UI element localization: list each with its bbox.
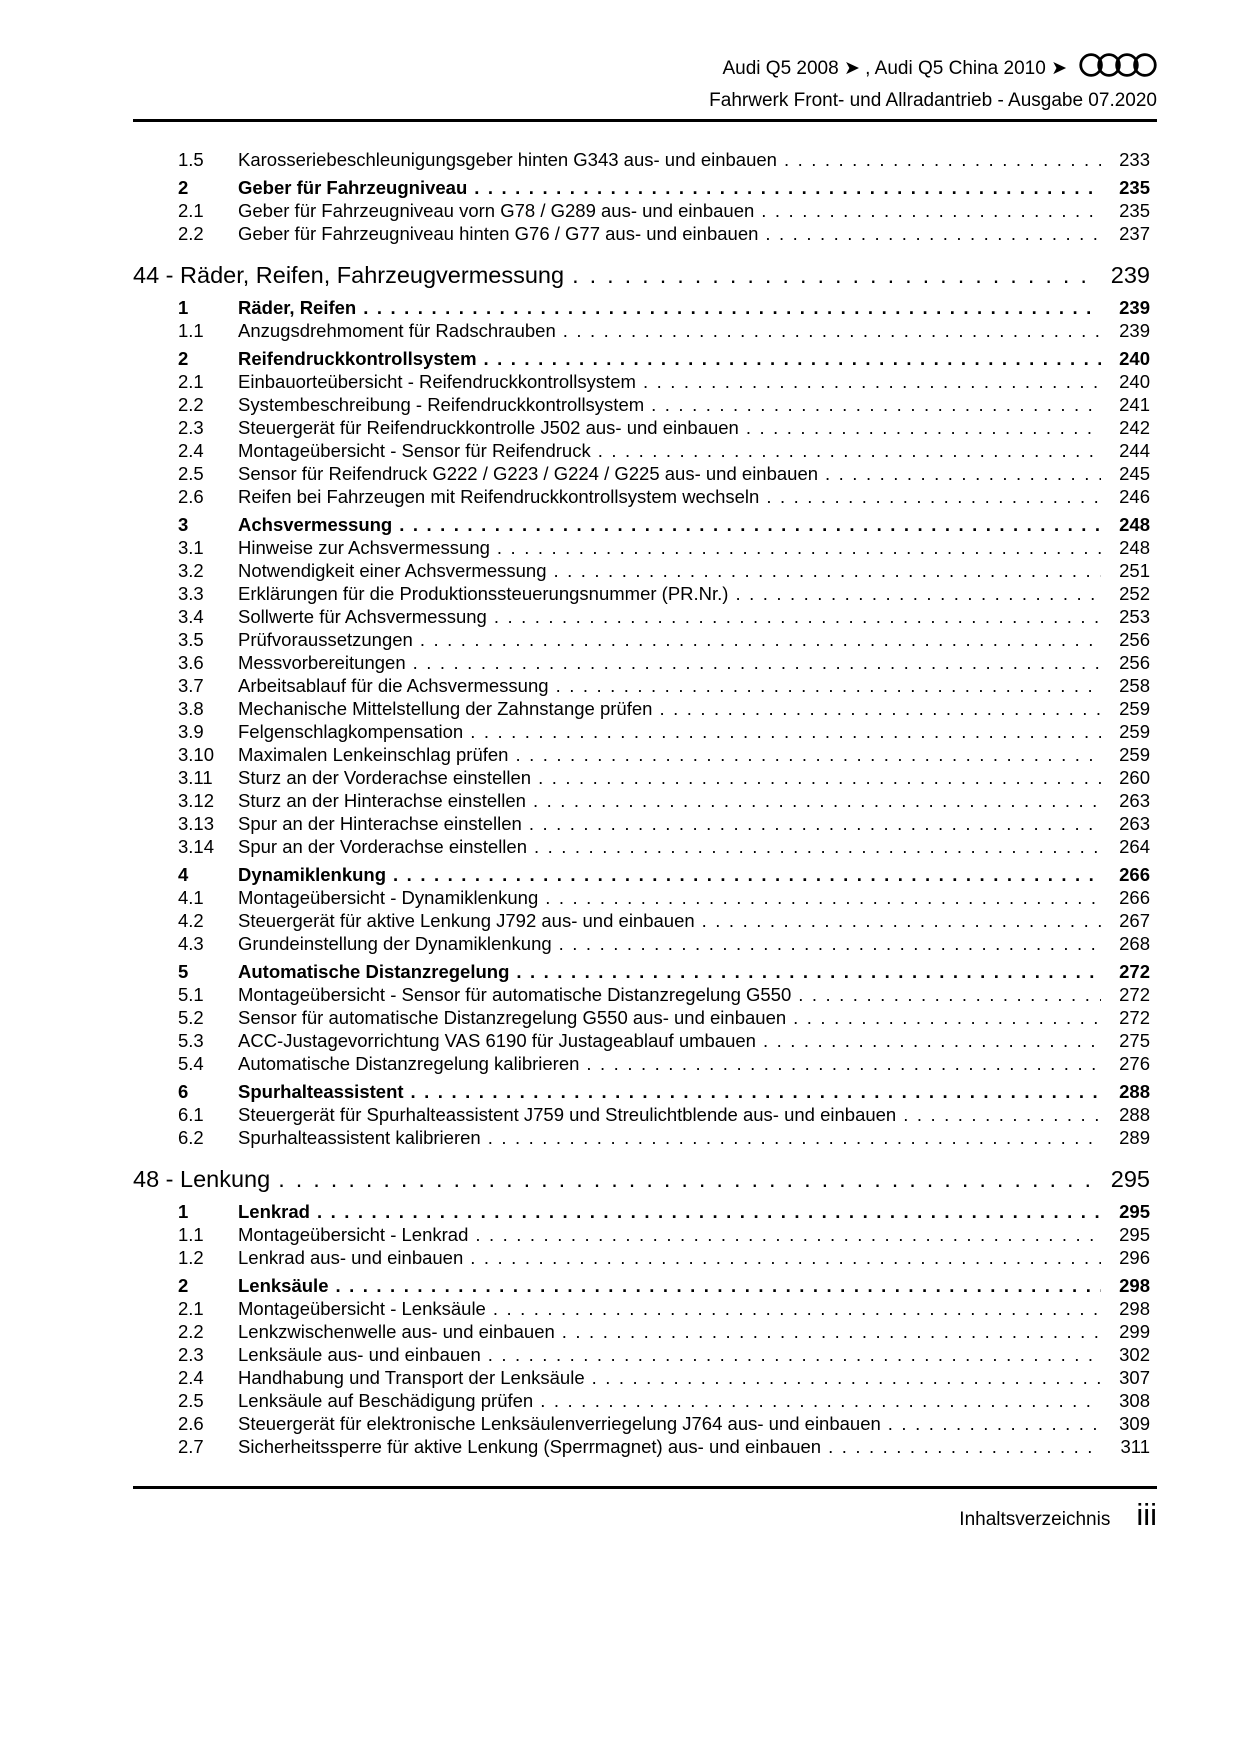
entry-page: 256 [1119,652,1150,673]
toc-entry [133,863,1150,886]
toc-entry [133,370,1150,393]
entry-number: 5.3 [178,1030,204,1051]
entry-title: Montageübersicht - Dynamiklenkung [238,887,539,908]
entry-number: 4 [178,864,189,885]
entry-number: 1.1 [178,1224,204,1245]
entry-title: Handhabung und Transport der Lenksäule [238,1367,585,1388]
toc-entry [133,559,1150,582]
dot-leader [888,1412,1101,1435]
entry-title: Montageübersicht - Lenkrad [238,1224,469,1245]
audi-rings-icon [1079,50,1157,87]
dot-leader [825,462,1101,485]
toc-entry [133,835,1150,858]
entry-number: 3.3 [178,583,204,604]
toc-entry [133,222,1150,245]
entry-title: Lenkrad aus- und einbauen [238,1247,464,1268]
toc-entry [133,909,1150,932]
toc-entry [133,393,1150,416]
entry-number: 2.7 [178,1436,204,1457]
dot-leader [393,863,1101,886]
dot-leader [562,1320,1101,1343]
dot-leader [494,605,1101,628]
entry-title: Lenkrad [238,1201,310,1222]
entry-page: 298 [1119,1275,1150,1296]
toc-entry [133,1223,1150,1246]
entry-title: Lenksäule aus- und einbauen [238,1344,481,1365]
entry-page: 252 [1119,583,1150,604]
entry-number: 6.1 [178,1104,204,1125]
entry-number: 3.1 [178,537,204,558]
entry-title: Messvorbereitungen [238,652,406,673]
entry-page: 256 [1119,629,1150,650]
dot-leader [903,1103,1101,1126]
entry-number: 2.1 [178,1298,204,1319]
header-model-text: Audi Q5 2008 ➤ , Audi Q5 China 2010 ➤ [722,57,1067,79]
entry-title: Felgenschlagkompensation [238,721,464,742]
entry-page: 260 [1119,767,1150,788]
entry-title: Grundeinstellung der Dynamiklenkung [238,933,552,954]
entry-number: 2.6 [178,486,204,507]
entry-page: 259 [1119,744,1150,765]
entry-number: 3.11 [178,767,213,788]
footer-line [133,1499,1157,1531]
entry-title: Einbauorteübersicht - Reifendruckkontrollsystem [238,371,636,392]
entry-page: 276 [1119,1053,1150,1074]
entry-page: 275 [1119,1030,1150,1051]
entry-title: Sturz an der Hinterachse einstellen [238,790,526,811]
entry-number: 3.9 [178,721,204,742]
entry-number: 2 [178,348,189,369]
entry-title: Sensor für Reifendruck G222 / G223 / G224 / G225 aus- und einbauen [238,463,819,484]
entry-number: 2 [178,1275,189,1296]
footer-divider [133,1486,1157,1489]
entry-page: 307 [1119,1367,1150,1388]
toc-entry [133,1126,1150,1149]
entry-number: 3 [178,514,189,535]
entry-number: 2.6 [178,1413,204,1434]
entry-page: 309 [1119,1413,1150,1434]
dot-leader [533,789,1101,812]
entry-number: 6.2 [178,1127,204,1148]
toc [133,148,1150,1458]
entry-title: Karosseriebeschleunigungsgeber hinten G343 aus- und einbauen [238,149,777,170]
entry-title: Steuergerät für aktive Lenkung J792 aus- und einbauen [238,910,695,931]
entry-page: 272 [1119,961,1150,982]
toc-entry [133,886,1150,909]
entry-page: 244 [1119,440,1150,461]
entry-title: Anzugsdrehmoment für Radschrauben [238,320,556,341]
toc-entry [133,628,1150,651]
entry-page: 239 [1119,320,1150,341]
entry-title: Maximalen Lenkeinschlag prüfen [238,744,509,765]
entry-page: 296 [1119,1247,1150,1268]
dot-leader [470,720,1101,743]
toc-entry [133,1200,1150,1223]
dot-leader [572,260,1094,290]
entry-number: 5.2 [178,1007,204,1028]
dot-leader [651,393,1101,416]
toc-entry [133,1274,1150,1297]
dot-leader [556,674,1101,697]
toc-entry [133,674,1150,697]
dot-leader [598,439,1101,462]
entry-number: 5.1 [178,984,204,1005]
toc-entry [133,439,1150,462]
entry-page: 289 [1119,1127,1150,1148]
dot-leader [493,1297,1101,1320]
entry-title: Steuergerät für elektronische Lenksäulenverriegelung J764 aus- und einbauen [238,1413,881,1434]
entry-title: Reifendruckkontrollsystem [238,348,477,369]
entry-title: Arbeitsablauf für die Achsvermessung [238,675,549,696]
header-subtitle: Fahrwerk Front- und Allradantrieb - Ausgabe 07.2020 [709,90,1157,111]
entry-page: 246 [1119,486,1150,507]
entry-number: 4.1 [178,887,204,908]
entry-title: Steuergerät für Reifendruckkontrolle J502 aus- und einbauen [238,417,739,438]
dot-leader [746,416,1101,439]
dot-leader [411,1080,1101,1103]
entry-page: 288 [1119,1081,1150,1102]
entry-page: 259 [1119,698,1150,719]
dot-leader [735,582,1101,605]
entry-number: 3.2 [178,560,204,581]
entry-number: 1 [178,1201,189,1222]
entry-title: Mechanische Mittelstellung der Zahnstange prüfen [238,698,653,719]
entry-page: 258 [1119,675,1150,696]
entry-number: 2.1 [178,371,204,392]
entry-number: 3.12 [178,790,215,811]
entry-title: Achsvermessung [238,514,393,535]
entry-number: 2.4 [178,1367,204,1388]
dot-leader [586,1052,1101,1075]
entry-number: 3.10 [178,744,215,765]
entry-title: Notwendigkeit einer Achsvermessung [238,560,547,581]
entry-title: Lenksäule [238,1275,329,1296]
chapter-label: 48 - Lenkung [133,1166,271,1192]
dot-leader [828,1435,1101,1458]
dot-leader [766,485,1101,508]
dot-leader [529,812,1101,835]
entry-number: 3.7 [178,675,204,696]
entry-number: 5.4 [178,1053,204,1074]
entry-number: 1.2 [178,1247,204,1268]
entry-page: 241 [1119,394,1150,415]
dot-leader [538,766,1101,789]
entry-page: 248 [1119,537,1150,558]
toc-entry [133,148,1150,171]
dot-leader [784,148,1101,171]
entry-page: 259 [1119,721,1150,742]
toc-entry [133,1435,1150,1458]
dot-leader [793,1006,1101,1029]
toc-entry [133,1052,1150,1075]
entry-page: 268 [1119,933,1150,954]
entry-page: 263 [1119,813,1150,834]
entry-page: 248 [1119,514,1150,535]
dot-leader [363,296,1101,319]
entry-page: 295 [1119,1201,1150,1222]
dot-leader [761,199,1101,222]
entry-page: 253 [1119,606,1150,627]
entry-page: 272 [1119,984,1150,1005]
toc-entry [133,960,1150,983]
toc-entry [133,462,1150,485]
dot-leader [545,886,1101,909]
entry-number: 2.3 [178,1344,204,1365]
dot-leader [559,932,1101,955]
entry-page: 263 [1119,790,1150,811]
entry-title: Sollwerte für Achsvermessung [238,606,487,627]
toc-entry [133,347,1150,370]
footer-page-number: iii [1136,1497,1157,1532]
entry-number: 3.14 [178,836,215,857]
entry-title: ACC-Justagevorrichtung VAS 6190 für Justageablauf umbauen [238,1030,756,1051]
entry-page: 267 [1119,910,1150,931]
entry-page: 235 [1119,177,1150,198]
toc-entry [133,1297,1150,1320]
toc-entry [133,697,1150,720]
entry-title: Lenksäule auf Beschädigung prüfen [238,1390,534,1411]
entry-title: Erklärungen für die Produktionssteuerungsnummer (PR.Nr.) [238,583,729,604]
toc-entry [133,485,1150,508]
entry-title: Dynamiklenkung [238,864,387,885]
page-header [133,50,1157,122]
toc-entry [133,1246,1150,1269]
entry-number: 5 [178,961,189,982]
entry-title: Spurhalteassistent kalibrieren [238,1127,481,1148]
dot-leader [515,743,1101,766]
entry-page: 235 [1119,200,1150,221]
dot-leader [488,1126,1101,1149]
entry-page: 251 [1119,560,1150,581]
toc-entry [133,743,1150,766]
header-title-line [133,50,1157,87]
entry-title: Sensor für automatische Distanzregelung G550 aus- und einbauen [238,1007,787,1028]
toc-entry [133,199,1150,222]
toc-entry [133,1103,1150,1126]
footer-label: Inhaltsverzeichnis [959,1509,1111,1530]
entry-number: 2.3 [178,417,204,438]
chapter-page: 239 [1110,262,1150,288]
toc-entry [133,319,1150,342]
toc-entry [133,983,1150,1006]
toc-entry [133,766,1150,789]
page-footer [133,1486,1157,1531]
dot-leader [278,1164,1094,1194]
entry-title: Hinweise zur Achsvermessung [238,537,490,558]
entry-title: Geber für Fahrzeugniveau [238,177,468,198]
entry-number: 3.13 [178,813,215,834]
entry-page: 266 [1119,887,1150,908]
dot-leader [554,559,1102,582]
dot-leader [516,960,1101,983]
entry-number: 2 [178,177,189,198]
toc-entry [133,536,1150,559]
entry-title: Montageübersicht - Lenksäule [238,1298,486,1319]
toc-entry [133,582,1150,605]
entry-title: Sicherheitssperre für aktive Lenkung (Sperrmagnet) aus- und einbauen [238,1436,822,1457]
dot-leader [336,1274,1102,1297]
entry-title: Montageübersicht - Sensor für automatische Distanzregelung G550 [238,984,792,1005]
toc-entry [133,1366,1150,1389]
dot-leader [563,319,1101,342]
entry-page: 233 [1119,149,1150,170]
toc-entry [133,416,1150,439]
entry-number: 1.1 [178,320,204,341]
entry-number: 2.2 [178,1321,204,1342]
dot-leader [497,536,1101,559]
entry-page: 239 [1119,297,1150,318]
entry-number: 2.4 [178,440,204,461]
entry-number: 1.5 [178,149,204,170]
entry-title: Geber für Fahrzeugniveau vorn G78 / G289 aus- und einbauen [238,200,755,221]
entry-number: 6 [178,1081,189,1102]
entry-page: 237 [1119,223,1150,244]
entry-title: Spurhalteassistent [238,1081,404,1102]
dot-leader [540,1389,1101,1412]
entry-number: 4.2 [178,910,204,931]
toc-entry [133,1343,1150,1366]
entry-page: 245 [1119,463,1150,484]
dot-leader [763,1029,1101,1052]
dot-leader [413,651,1101,674]
entry-title: Automatische Distanzregelung [238,961,510,982]
dot-leader [475,1223,1101,1246]
entry-page: 299 [1119,1321,1150,1342]
toc-entry [133,1320,1150,1343]
dot-leader [702,909,1101,932]
entry-number: 3.5 [178,629,204,650]
entry-title: Spur an der Hinterachse einstellen [238,813,522,834]
toc-entry [133,720,1150,743]
dot-leader [534,835,1101,858]
toc-entry [133,513,1150,536]
toc-entry [133,1006,1150,1029]
entry-page: 311 [1120,1436,1150,1457]
dot-leader [474,176,1101,199]
entry-page: 298 [1119,1298,1150,1319]
dot-leader [484,347,1101,370]
entry-title: Lenkzwischenwelle aus- und einbauen [238,1321,555,1342]
entry-title: Systembeschreibung - Reifendruckkontrollsystem [238,394,645,415]
entry-number: 2.2 [178,394,204,415]
entry-title: Räder, Reifen [238,297,357,318]
dot-leader [765,222,1101,245]
toc-entry [133,176,1150,199]
toc-entry [133,1029,1150,1052]
entry-title: Geber für Fahrzeugniveau hinten G76 / G77 aus- und einbauen [238,223,759,244]
chapter-label: 44 - Räder, Reifen, Fahrzeugvermessung [133,262,565,288]
entry-title: Prüfvoraussetzungen [238,629,413,650]
entry-number: 2.1 [178,200,204,221]
chapter-page: 295 [1110,1166,1150,1192]
entry-number: 3.8 [178,698,204,719]
dot-leader [643,370,1101,393]
entry-title: Steuergerät für Spurhalteassistent J759 und Streulichtblende aus- und einbauen [238,1104,897,1125]
header-divider [133,119,1157,122]
dot-leader [470,1246,1101,1269]
dot-leader [488,1343,1101,1366]
entry-page: 288 [1119,1104,1150,1125]
entry-title: Automatische Distanzregelung kalibrieren [238,1053,580,1074]
entry-page: 295 [1119,1224,1150,1245]
toc-entry [133,1080,1150,1103]
entry-page: 264 [1119,836,1150,857]
entry-page: 272 [1119,1007,1150,1028]
entry-title: Montageübersicht - Sensor für Reifendruck [238,440,591,461]
entry-page: 266 [1119,864,1150,885]
entry-title: Sturz an der Vorderachse einstellen [238,767,532,788]
entry-number: 2.5 [178,1390,204,1411]
toc-entry [133,789,1150,812]
toc-entry [133,1412,1150,1435]
entry-number: 2.2 [178,223,204,244]
toc-entry [133,932,1150,955]
entry-page: 240 [1119,348,1150,369]
entry-number: 4.3 [178,933,204,954]
dot-leader [659,697,1101,720]
entry-title: Spur an der Vorderachse einstellen [238,836,527,857]
entry-title: Reifen bei Fahrzeugen mit Reifendruckkontrollsystem wechseln [238,486,760,507]
toc-entry [133,296,1150,319]
toc-entry [133,651,1150,674]
entry-number: 3.6 [178,652,204,673]
dot-leader [317,1200,1101,1223]
entry-number: 2.5 [178,463,204,484]
dot-leader [399,513,1101,536]
dot-leader [420,628,1101,651]
toc-entry [133,605,1150,628]
entry-page: 242 [1119,417,1150,438]
dot-leader [798,983,1101,1006]
entry-page: 240 [1119,371,1150,392]
toc-chapter-heading [133,260,1150,290]
entry-number: 3.4 [178,606,204,627]
entry-page: 308 [1119,1390,1150,1411]
toc-chapter-heading [133,1164,1150,1194]
entry-page: 302 [1119,1344,1150,1365]
toc-entry [133,1389,1150,1412]
dot-leader [592,1366,1101,1389]
toc-entry [133,812,1150,835]
entry-number: 1 [178,297,189,318]
